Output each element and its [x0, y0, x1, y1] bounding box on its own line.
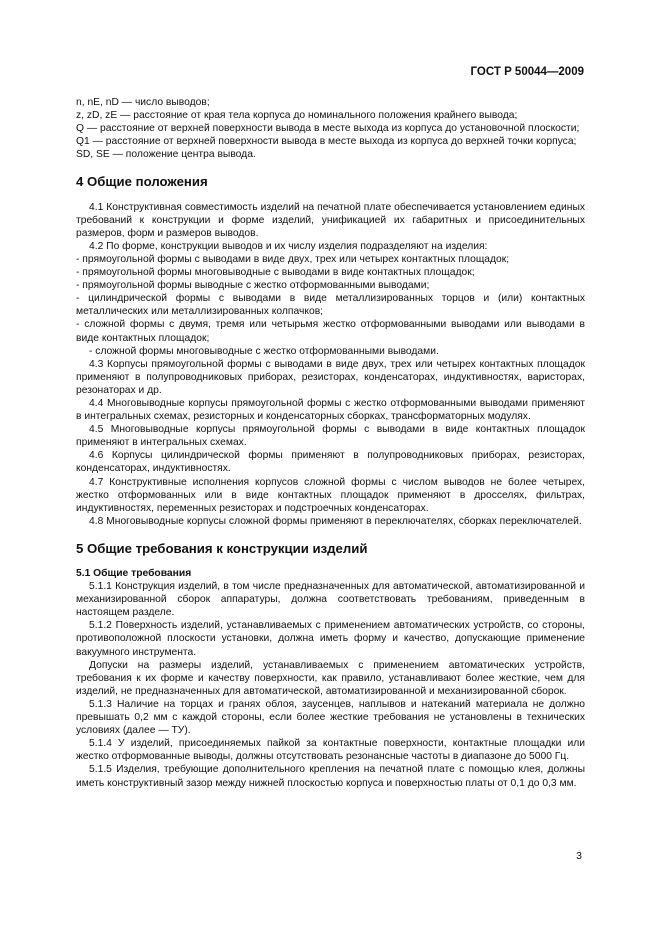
paragraph: 5.1.5 Изделия, требующие дополнительного крепления на печатной плате с помощью клея, должны иметь конструктивный зазор между нижней плоскостью корпуса и поверхностью платы от 0,1 до 0,3 мм. [76, 764, 585, 789]
page-number: 3 [576, 850, 582, 862]
document-header: ГОСТ Р 50044—2009 [470, 66, 584, 78]
section-4-heading: 4 Общие положения [76, 174, 208, 190]
subsection-5-1-heading: 5.1 Общие требования [76, 568, 192, 579]
section-4-body [76, 201, 585, 528]
symbol-definitions [76, 96, 585, 161]
list-item: - прямоугольной формы выводные с жестко отформованными выводами; [76, 280, 430, 292]
definition-item: Q1 — расстояние от верхней поверхности вывода в месте выхода из корпуса до верхней точки корпуса; [76, 136, 577, 148]
list-item: - прямоугольной формы многовыводные с выводами в виде контактных площадок; [76, 267, 475, 279]
definition-item: z, zD, zE — расстояние от края тела корпуса до номинального положения крайнего вывода; [76, 110, 518, 122]
paragraph: 4.2 По форме, конструкции выводов и их числу изделия подразделяют на изделия: [89, 240, 488, 252]
paragraph: 4.5 Многовыводные корпусы прямоугольной формы с выводами в виде контактных площадок применяют в интегральных схемах. [76, 424, 585, 449]
list-item: - сложной формы с двумя, тремя или четырьмя жестко отформованными выводами или выводами в виде контактных площадок; [76, 319, 585, 344]
list-item: - сложной формы многовыводные с жестко отформованными выводами. [89, 345, 439, 357]
page-content [76, 96, 585, 790]
paragraph: 4.8 Многовыводные корпусы сложной формы применяют в переключателях, сборках переключателей. [89, 515, 582, 527]
paragraph: 5.1.2 Поверхность изделий, устанавливаемых с применением автоматических устройств, со стороны, противоположной плоскости установки, должна иметь форму и качество, допускающие применение вакуумного инструмента. [76, 620, 585, 658]
list-item: - прямоугольной формы с выводами в виде двух, трех или четырех контактных площадок; [76, 253, 510, 265]
paragraph: 5.1.3 Наличие на торцах и гранях облоя, заусенцев, наплывов и натеканий материала не должно превышать 0,2 мм с каждой стороны, если более жесткие требования не установлены в технических условиях (далее — ТУ). [76, 698, 585, 737]
definition-item: SD, SE — положение центра вывода. [76, 149, 256, 161]
paragraph: 4.1 Конструктивная совместимость изделий на печатной плате обеспечивается установлением единых требований к конструкции и форме изделий, унификацией их габаритных и присоединительных размеров, форм и размеров выводов. [76, 201, 585, 239]
section-5-heading: 5 Общие требования к конструкции изделий [76, 540, 368, 556]
paragraph: 4.7 Конструктивные исполнения корпусов сложной формы с числом выводов не более четырех, жестко отформованных или в виде контактных площадок применяют в дросселях, фильтрах, индуктивностях, переменных резисторах и подстроечных конденсаторах. [76, 476, 585, 514]
definition-item: n, nE, nD — число выводов; [76, 97, 210, 108]
paragraph: 4.6 Корпусы цилиндрической формы применяют в полупроводниковых приборах, резисторах, конденсаторах, индуктивностях. [76, 450, 585, 475]
paragraph: 4.3 Корпусы прямоугольной формы с выводами в виде двух, трех или четырех контактных площадок применяют в полупроводниковых приборах, резисторах, конденсаторах, индуктивностях, варисторах, резонаторах и др. [76, 358, 585, 396]
list-item: - цилиндрической формы с выводами в виде металлизированных торцов и (или) контактных металлических или металлизированных колпачков; [76, 293, 585, 318]
paragraph: 5.1.4 У изделий, присоединяемых пайкой за контактные поверхности, контактные площадки или жестко отформованные выводы, должны отсутствовать резонансные частоты в диапазоне до 5000 Гц. [76, 738, 585, 763]
paragraph: Допуски на размеры изделий, устанавливаемых с применением автоматических устройств, требования к их форме и качеству поверхности, как правило, устанавливают более жесткие, чем для изделий, не предназначенных для автоматической, автоматизированной и механизированной сборок. [76, 659, 585, 697]
section-5-body [76, 580, 585, 790]
definition-item: Q — расстояние от верхней поверхности вывода в месте выхода из корпуса до установочной плоскости; [76, 123, 580, 135]
paragraph: 5.1.1 Конструкция изделий, в том числе предназначенных для автоматической, автоматизированной и механизированной сборок аппаратуры, должна соответствовать требованиям, приведенным в настоящем разделе. [76, 581, 585, 619]
paragraph: 4.4 Многовыводные корпусы прямоугольной формы с жестко отформованными выводами применяют в интегральных схемах, резисторных и конденсаторных сборках, трансформаторных модулях. [76, 397, 585, 423]
